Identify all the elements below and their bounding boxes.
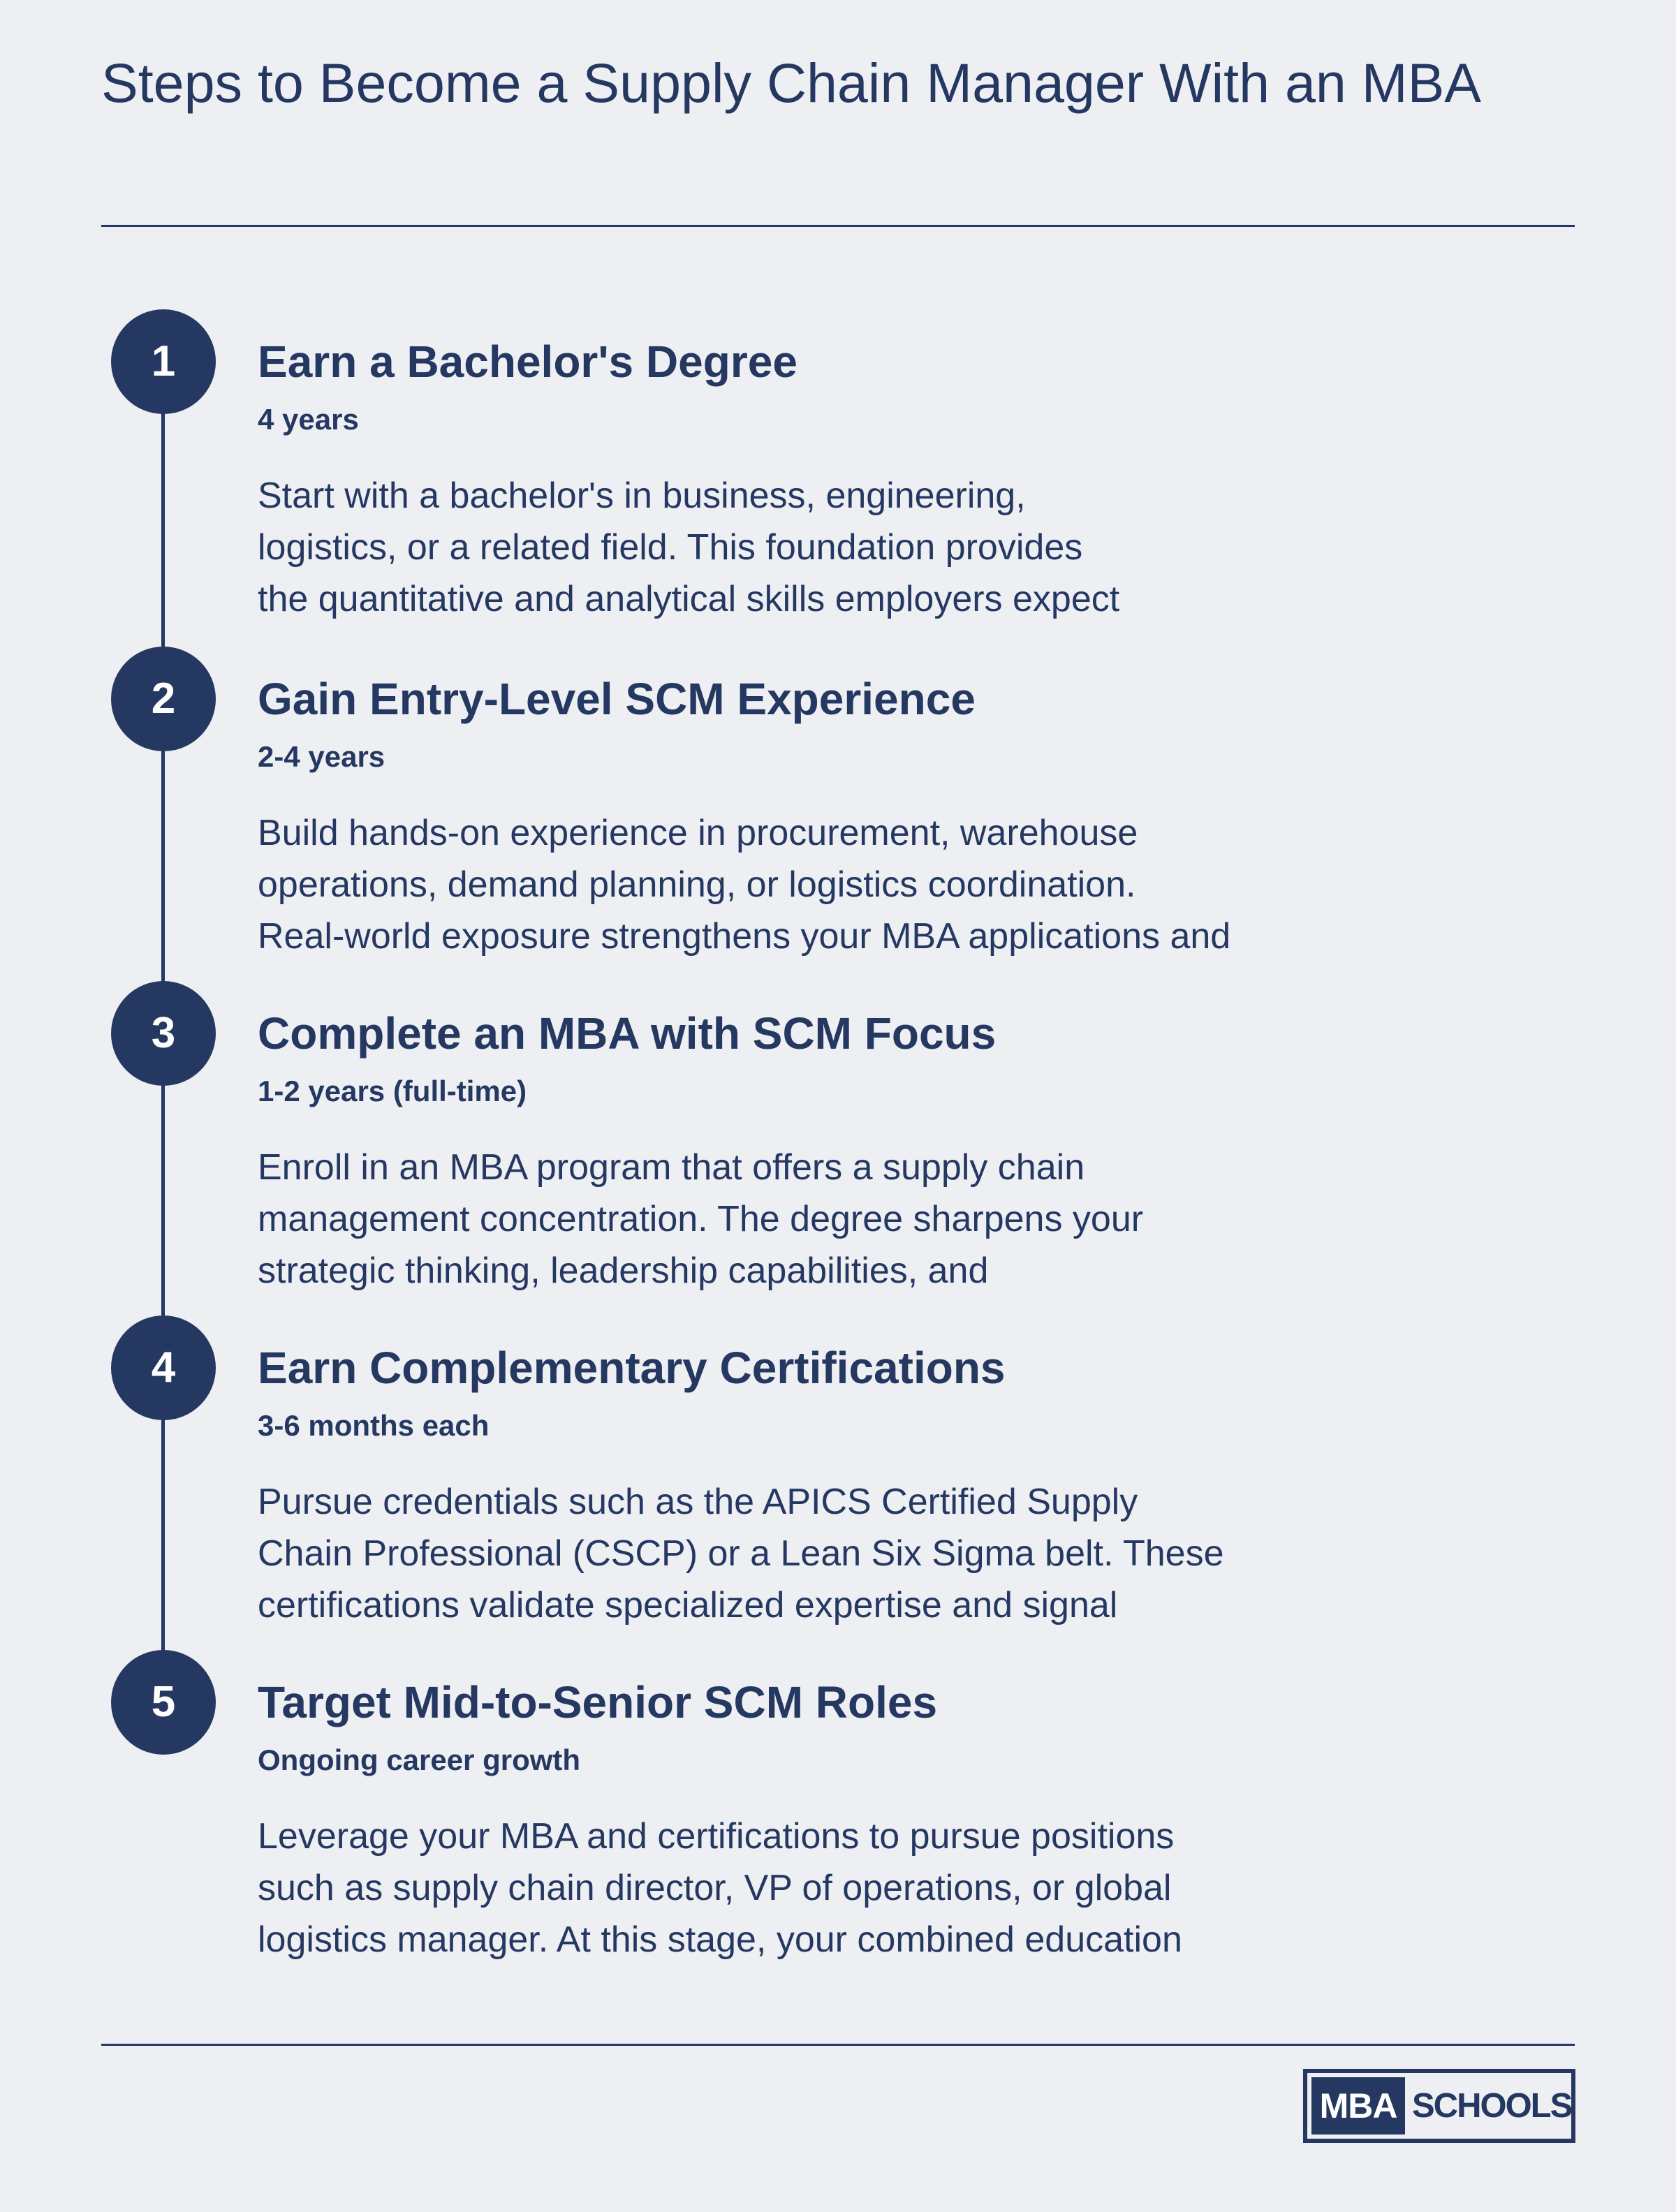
step-4 (0, 1315, 1676, 1623)
step-description (258, 470, 1119, 625)
logo-mba-block: MBA (1311, 2077, 1405, 2134)
step-description (258, 1811, 1182, 1966)
step-description-line: Build hands-on experience in procurement, warehouse (258, 813, 1138, 853)
step-description-line: logistics manager. At this stage, your combined education (258, 1919, 1182, 1960)
step-title: Gain Entry-Level SCM Experience (258, 674, 976, 724)
step-description-line: Real-world exposure strengthens your MBA applications and (258, 916, 1231, 957)
step-2 (0, 647, 1676, 957)
logo-schools-text: SCHOOLS (1412, 2087, 1572, 2125)
step-description-line: operations, demand planning, or logistics coordination. (258, 864, 1136, 905)
step-5 (0, 1650, 1676, 1960)
header-divider (101, 225, 1575, 227)
step-number-badge: 4 (111, 1315, 216, 1420)
step-title: Earn Complementary Certifications (258, 1343, 1006, 1393)
step-title: Earn a Bachelor's Degree (258, 337, 797, 387)
step-description-line: management concentration. The degree sharpens your (258, 1199, 1144, 1239)
step-description-line: certifications validate specialized expertise and signal (258, 1585, 1118, 1625)
step-description-line: Start with a bachelor's in business, engineering, (258, 475, 1026, 516)
step-description-line: Leverage your MBA and certifications to pursue positions (258, 1816, 1175, 1857)
step-description-line: Pursue credentials such as the APICS Certified Supply (258, 1482, 1138, 1522)
step-duration: Ongoing career growth (258, 1743, 581, 1776)
page-title: Steps to Become a Supply Chain Manager With an MBA (101, 52, 1482, 114)
step-description-line: the quantitative and analytical skills employers expect (258, 579, 1120, 619)
step-duration: 4 years (258, 403, 359, 436)
footer-divider (101, 2044, 1575, 2046)
step-1 (0, 309, 1676, 617)
step-description (258, 1142, 1143, 1297)
mba-schools-logo (1303, 2069, 1575, 2143)
step-number-badge: 2 (111, 647, 216, 751)
step-description (258, 807, 1230, 962)
step-title: Complete an MBA with SCM Focus (258, 1008, 997, 1059)
step-title: Target Mid-to-Senior SCM Roles (258, 1677, 938, 1727)
step-description-line: such as supply chain director, VP of operations, or global (258, 1868, 1172, 1908)
step-number-badge: 5 (111, 1650, 216, 1755)
step-duration: 1-2 years (full-time) (258, 1075, 527, 1107)
step-description-line: Enroll in an MBA program that offers a supply chain (258, 1147, 1085, 1188)
step-number-badge: 3 (111, 981, 216, 1086)
step-description-line: Chain Professional (CSCP) or a Lean Six Sigma belt. These (258, 1533, 1224, 1574)
step-description-line: logistics, or a related field. This foundation provides (258, 527, 1083, 568)
step-3 (0, 981, 1676, 1291)
step-description-line: strategic thinking, leadership capabilities, and (258, 1251, 989, 1291)
step-description (258, 1476, 1223, 1631)
step-number-badge: 1 (111, 309, 216, 414)
step-duration: 2-4 years (258, 740, 385, 773)
step-duration: 3-6 months each (258, 1409, 490, 1442)
